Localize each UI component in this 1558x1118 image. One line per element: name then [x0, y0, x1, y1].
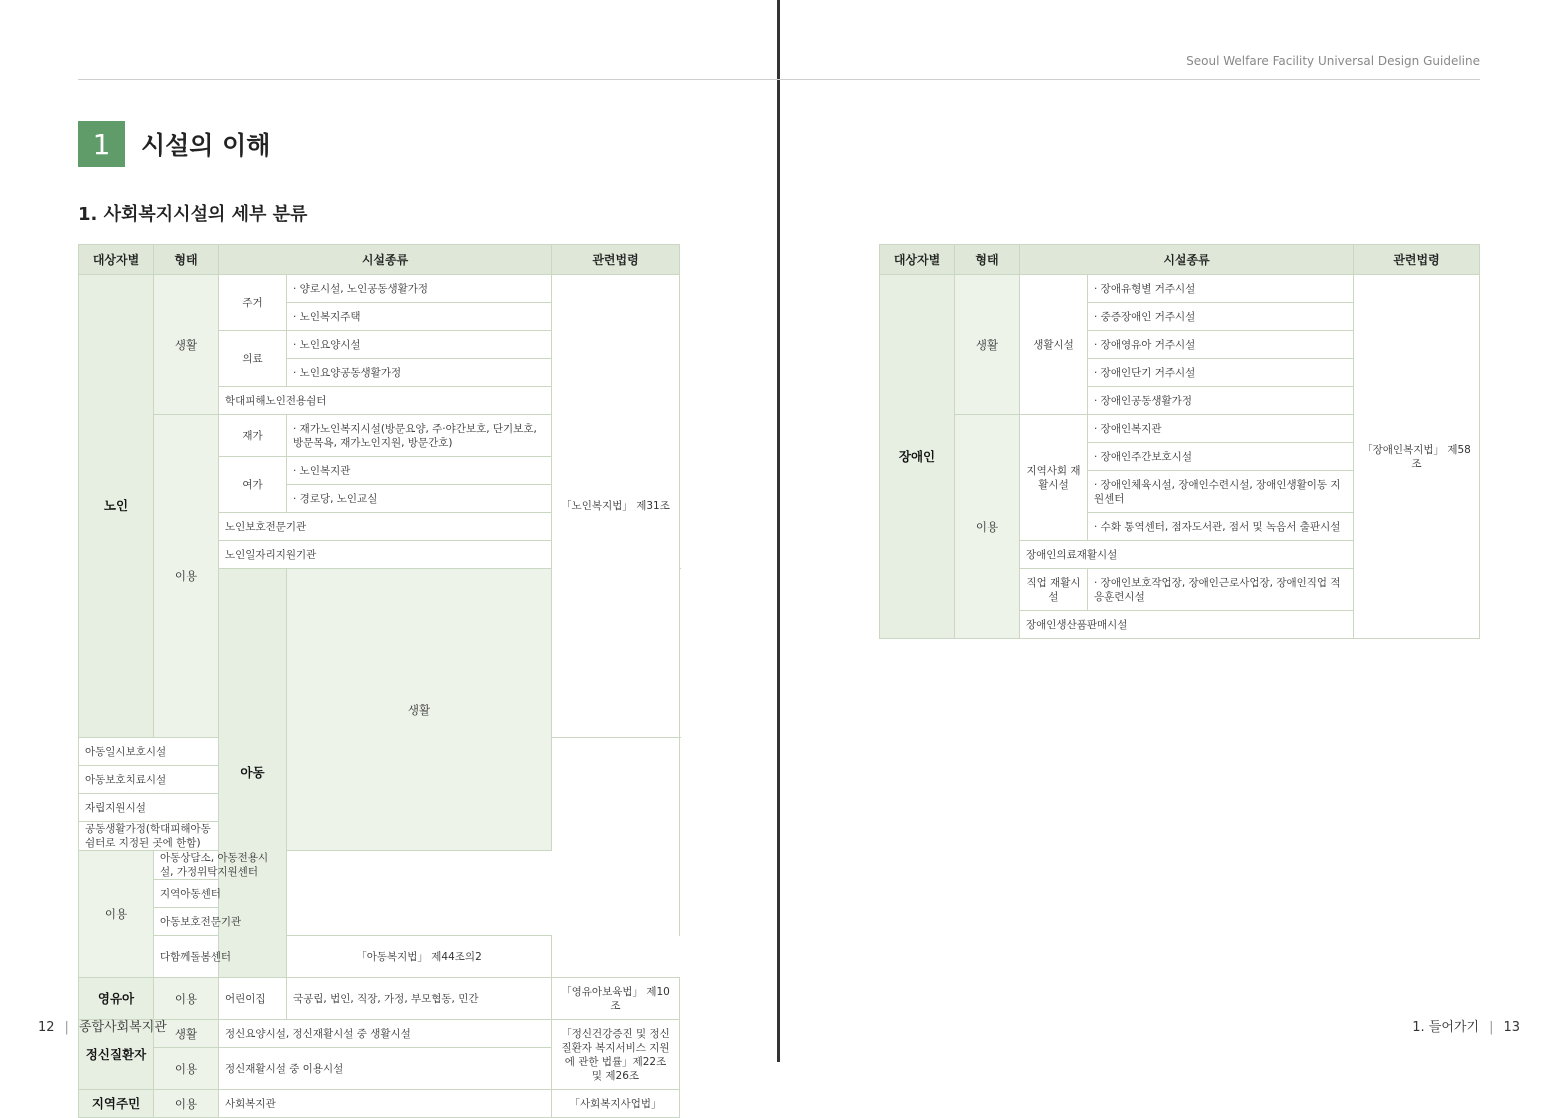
facility-item: 노인보호전문기관	[219, 513, 552, 541]
facility-item: 사회복지관	[219, 1090, 552, 1118]
category-resident: 지역주민	[79, 1090, 154, 1118]
table-row	[79, 908, 680, 936]
facility-item: · 경로당, 노인교실	[287, 485, 552, 513]
facility-item: · 중증장애인 거주시설	[1088, 303, 1354, 331]
facility-item: 지역아동센터	[154, 880, 287, 908]
facility-item: · 장애인단기 거주시설	[1088, 359, 1354, 387]
category-infant: 영유아	[79, 978, 154, 1020]
facility-item: · 장애영유아 거주시설	[1088, 331, 1354, 359]
facility-item: · 재가노인복지시설(방문요양, 주·야간보호, 단기보호, 방문목욕, 재가노인지원, 방문간호)	[287, 415, 552, 457]
facility-item: 정신재활시설 중 이용시설	[219, 1048, 552, 1090]
table-row	[880, 275, 1480, 303]
facility-item: 아동일시보호시설	[79, 738, 219, 766]
facility-item: 학대피해노인전용쉼터	[219, 387, 552, 415]
sub-home: 재가	[219, 415, 287, 457]
form-use: 이용	[154, 1090, 219, 1118]
header-form: 형태	[955, 245, 1020, 275]
form-life: 생활	[154, 1020, 219, 1048]
category-disabled: 장애인	[880, 275, 955, 639]
law-disabled: 「장애인복지법」 제58조	[1354, 275, 1480, 639]
header-law: 관련법령	[1354, 245, 1480, 275]
facility-item: · 장애인공동생활가정	[1088, 387, 1354, 415]
facility-item: 자립지원시설	[79, 794, 219, 822]
sub-job-rehab: 직업 재활시설	[1020, 569, 1088, 611]
section-title: 1. 사회복지시설의 세부 분류	[78, 204, 308, 225]
facility-item: 아동보호전문기관	[154, 908, 287, 936]
page-number-right: 13	[1503, 1020, 1520, 1035]
header-facility: 시설종류	[1020, 245, 1354, 275]
facility-item: · 장애인체육시설, 장애인수련시설, 장애인생활이동 지원센터	[1088, 471, 1354, 513]
facility-item: · 수화 통역센터, 점자도서관, 점서 및 녹음서 출판시설	[1088, 513, 1354, 541]
law-elderly: 「노인복지법」 제31조	[552, 275, 680, 738]
facility-item: · 노인복지주택	[287, 303, 552, 331]
sub-community-rehab: 지역사회 재활시설	[1020, 415, 1088, 541]
facility-item: · 장애인복지관	[1088, 415, 1354, 443]
table-row	[79, 936, 680, 978]
facility-item: · 장애인보호작업장, 장애인근로사업장, 장애인직업 적응훈련시설	[1088, 569, 1354, 611]
table-row	[79, 275, 680, 303]
facility-item: · 노인복지관	[287, 457, 552, 485]
facility-item: · 장애유형별 거주시설	[1088, 275, 1354, 303]
law-child-2: 「아동복지법」 제44조의2	[287, 936, 552, 978]
footer-right	[1412, 1016, 1520, 1035]
sub-medical: 의료	[219, 331, 287, 387]
facility-item: 장애인의료재활시설	[1020, 541, 1354, 569]
facility-item: 아동보호치료시설	[79, 766, 219, 794]
form-use: 이용	[154, 978, 219, 1020]
category-mental: 정신질환자	[79, 1020, 154, 1090]
chapter-heading	[78, 121, 270, 167]
table-row	[79, 851, 680, 880]
facility-item: 아동상담소, 아동전용시설, 가정위탁지원센터	[154, 851, 287, 880]
table-row	[79, 978, 680, 1020]
page-number-left: 12	[38, 1020, 55, 1035]
facility-item: · 노인요양시설	[287, 331, 552, 359]
form-use: 이용	[79, 851, 154, 978]
category-elderly: 노인	[79, 275, 154, 738]
form-use: 이용	[154, 415, 219, 738]
facility-item: · 양로시설, 노인공동생활가정	[287, 275, 552, 303]
category-child: 아동	[219, 569, 287, 978]
sub-leisure: 여가	[219, 457, 287, 513]
form-life: 생활	[955, 275, 1020, 415]
table-header-row	[79, 245, 680, 275]
facility-item: 어린이집	[219, 978, 287, 1020]
facility-item: 노인일자리지원기관	[219, 541, 552, 569]
running-head: Seoul Welfare Facility Universal Design Guideline	[1186, 54, 1480, 68]
law-mental: 「정신건강증진 및 정신질환자 복지서비스 지원에 관한 법률」제22조 및 제26조	[552, 1020, 680, 1090]
disabled-facility-table	[879, 244, 1480, 639]
form-life: 생활	[154, 275, 219, 415]
book-spine	[777, 0, 780, 1062]
header-facility: 시설종류	[219, 245, 552, 275]
chapter-title: 시설의 이해	[141, 131, 271, 160]
table-row	[79, 1090, 680, 1118]
footer-chapter-title: 1. 들어가기	[1412, 1020, 1480, 1035]
table-header-row	[880, 245, 1480, 275]
facility-item: 공동생활가정(학대피해아동쉼터로 지정된 곳에 한함)	[79, 822, 219, 851]
footer-separator: |	[64, 1020, 69, 1035]
footer-separator: |	[1489, 1020, 1494, 1035]
facility-item: · 장애인주간보호시설	[1088, 443, 1354, 471]
header-rule	[78, 79, 1480, 80]
header-target: 대상자별	[79, 245, 154, 275]
facility-item: 장애인생산품판매시설	[1020, 611, 1354, 639]
sub-housing: 주거	[219, 275, 287, 331]
table-row	[79, 880, 680, 908]
law-resident: 「사회복지사업법」	[552, 1090, 680, 1118]
facility-detail: 국공립, 법인, 직장, 가정, 부모협동, 민간	[287, 978, 552, 1020]
facility-item: 정신요양시설, 정신재활시설 중 생활시설	[219, 1020, 552, 1048]
header-target: 대상자별	[880, 245, 955, 275]
footer-book-title: 종합사회복지관	[78, 1020, 167, 1035]
law-infant: 「영유아보육법」 제10조	[552, 978, 680, 1020]
facility-item: 다함께돌봄센터	[154, 936, 287, 978]
table-row	[79, 1020, 680, 1048]
header-form: 형태	[154, 245, 219, 275]
sub-life-facility: 생활시설	[1020, 275, 1088, 415]
facility-classification-table	[78, 244, 680, 1118]
form-life: 생활	[287, 569, 552, 851]
chapter-number-badge: 1	[78, 121, 125, 167]
footer-left	[38, 1016, 167, 1035]
form-use: 이용	[955, 415, 1020, 639]
facility-item: · 노인요양공동생활가정	[287, 359, 552, 387]
form-use: 이용	[154, 1048, 219, 1090]
header-law: 관련법령	[552, 245, 680, 275]
